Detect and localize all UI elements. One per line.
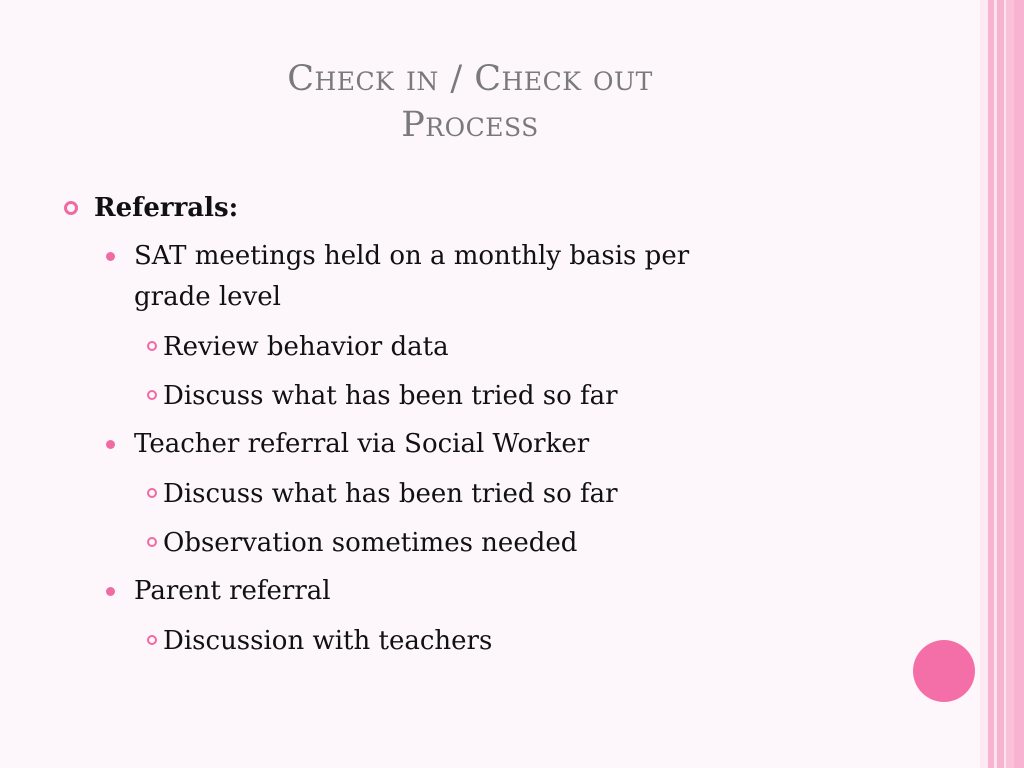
dot-bullet-icon (106, 252, 115, 261)
section-label: Parent referral (134, 576, 331, 606)
ring-bullet-icon (64, 201, 78, 215)
ring-bullet-icon (147, 537, 157, 547)
decorative-stripe (980, 0, 988, 768)
slide-title-line-1: Check in / Check out (287, 59, 653, 99)
decorative-stripe (997, 0, 1004, 768)
decorative-stripe (1014, 0, 1024, 768)
heading-referrals: Referrals: (94, 193, 239, 223)
list-item: Discussion with teachers (163, 626, 493, 656)
dot-bullet-icon (106, 440, 115, 449)
slide-title-line-2: Process (401, 105, 539, 145)
ring-bullet-icon (147, 341, 157, 351)
list-item: Observation sometimes needed (163, 528, 578, 558)
ring-bullet-icon (147, 635, 157, 645)
section-label-continued: grade level (134, 282, 281, 312)
dot-bullet-icon (106, 587, 115, 596)
list-item: Review behavior data (163, 332, 449, 362)
ring-bullet-icon (147, 488, 157, 498)
list-item: Discuss what has been tried so far (163, 381, 618, 411)
list-item: Discuss what has been tried so far (163, 479, 618, 509)
section-label: SAT meetings held on a monthly basis per (134, 241, 690, 271)
section-label: Teacher referral via Social Worker (134, 429, 590, 459)
ring-bullet-icon (147, 390, 157, 400)
